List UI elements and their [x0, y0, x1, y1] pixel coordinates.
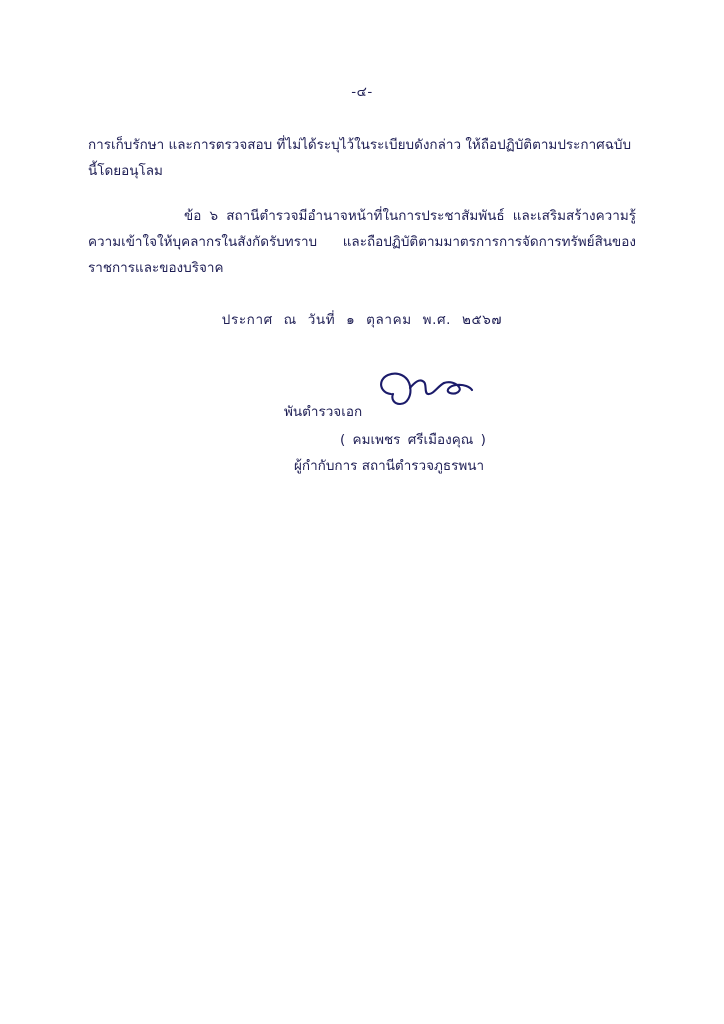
- signer-position: ผู้กำกับการ สถานีตำรวจภูธรพนา: [294, 457, 485, 474]
- paragraph-clause-6: ข้อ ๖ สถานีตำรวจมีอำนาจหน้าที่ในการประชาสัมพันธ์ และเสริมสร้างความรู้ความเข้าใจให้บุคลากรในสังกัดรับทราบ และถือปฏิบัติตามมาตรการการจัดการทรัพย์สินของราชการและของบริจาค: [88, 207, 636, 277]
- announcement-date-line: ประกาศ ณ วันที่ ๑ ตุลาคม พ.ศ. ๒๕๖๗: [221, 311, 503, 328]
- signer-rank: พันตำรวจเอก: [284, 403, 363, 420]
- signature-block: [88, 374, 636, 484]
- signature-icon: [360, 364, 480, 410]
- document-body: [88, 80, 636, 484]
- page-number: -๔-: [351, 84, 373, 100]
- paragraph-continuation: การเก็บรักษา และการตรวจสอบ ที่ไม่ได้ระบุไว้ในระเบียบดังกล่าว ให้ถือปฏิบัติตามประกาศฉบับนี้โดยอนุโลม: [88, 137, 632, 180]
- signer-name: ( คมเพชร ศรีเมืองคุณ ): [340, 431, 486, 448]
